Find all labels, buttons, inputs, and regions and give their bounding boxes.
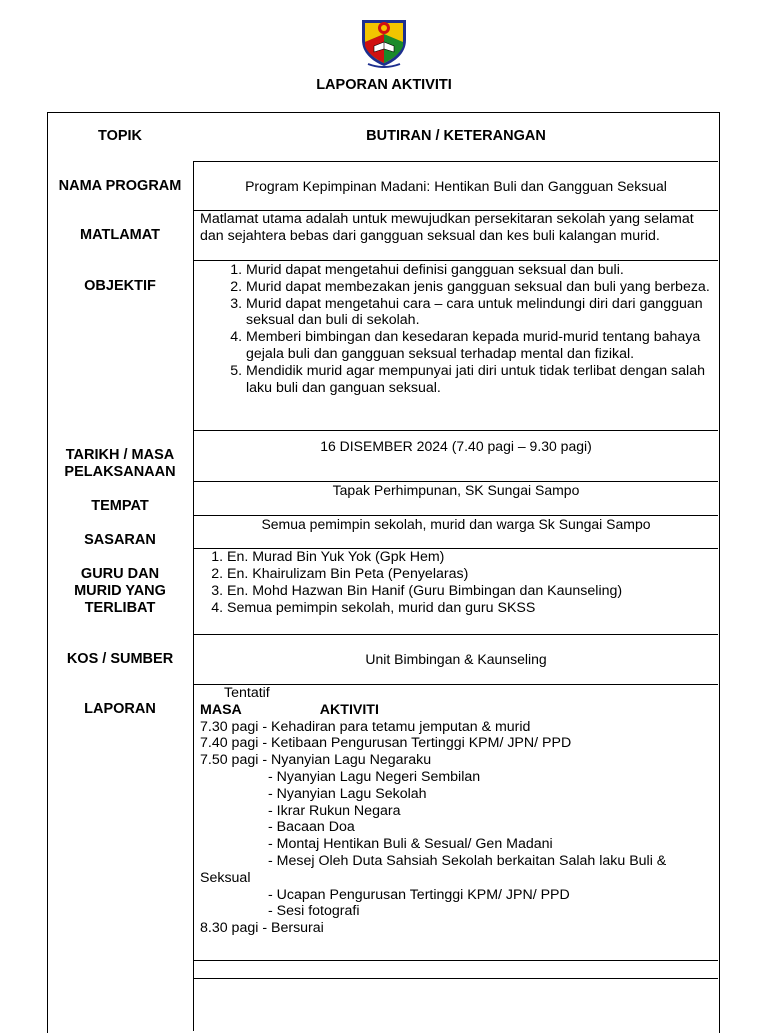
label-objektif: OBJEKTIF xyxy=(84,278,156,294)
label-tarikh xyxy=(47,447,193,481)
label-guru-line2: MURID YANG xyxy=(74,583,166,599)
laporan-tentatif xyxy=(200,685,712,937)
value-matlamat: Matlamat utama adalah untuk mewujudkan persekitaran sekolah yang selamat dan sejahtera bebas dari gangguan seksual dan kes buli kalangan murid. xyxy=(200,211,694,244)
list-item: - Bacaan Doa xyxy=(268,819,355,836)
label-kos: KOS / SUMBER xyxy=(66,651,174,667)
row-divider xyxy=(193,430,718,431)
list-item: 7.40 pagi - Ketibaan Pengurusan Tertinggi KPM/ JPN/ PPD xyxy=(200,735,572,752)
value-kos: Unit Bimbingan & Kaunseling xyxy=(365,651,547,667)
label-guru-line1: GURU DAN xyxy=(80,566,160,582)
label-guru xyxy=(47,566,193,617)
list-item: - Nyanyian Lagu Sekolah xyxy=(268,785,427,802)
list-item: 5. Mendidik murid agar mempunyai jati diri untuk tidak terlibat dengan salah laku buli dan ganguan seksual. xyxy=(246,363,710,397)
list-item: 1. En. Murad Bin Yuk Yok (Gpk Hem) xyxy=(227,549,710,566)
row-divider xyxy=(193,960,718,961)
column-divider xyxy=(193,161,194,1031)
list-item: 1. Murid dapat mengetahui definisi gangguan seksual dan buli. xyxy=(246,262,710,279)
list-item: 2. Murid dapat membezakan jenis gangguan seksual dan buli yang berbeza. xyxy=(246,279,710,296)
tentatif-header xyxy=(200,702,712,719)
row-divider xyxy=(193,260,718,261)
list-item: - Mesej Oleh Duta Sahsiah Sekolah berkaitan Salah laku Buli & xyxy=(268,852,667,869)
value-tarikh: 16 DISEMBER 2024 (7.40 pagi – 9.30 pagi) xyxy=(320,438,592,454)
value-nama-program: Program Kepimpinan Madani: Hentikan Buli dan Gangguan Seksual xyxy=(245,178,667,194)
row-divider xyxy=(193,161,718,162)
list-item: - Ikrar Rukun Negara xyxy=(268,802,401,819)
list-item: 8.30 pagi - Bersurai xyxy=(200,920,324,937)
school-crest-icon xyxy=(356,12,412,68)
row-divider xyxy=(193,978,718,979)
label-tempat: TEMPAT xyxy=(91,498,149,514)
row-divider xyxy=(193,634,718,635)
list-item: 7.50 pagi - Nyanyian Lagu Negaraku xyxy=(200,752,432,769)
list-item: 3. En. Mohd Hazwan Bin Hanif (Guru Bimbingan dan Kaunseling) xyxy=(227,583,710,600)
guru-list xyxy=(200,549,710,617)
header-butiran: BUTIRAN / KETERANGAN xyxy=(366,128,546,144)
list-item: 4. Semua pemimpin sekolah, murid dan guru SKSS xyxy=(227,600,710,617)
value-sasaran: Semua pemimpin sekolah, murid dan warga Sk Sungai Sampo xyxy=(261,516,651,532)
tentatif-label: Tentatif xyxy=(224,685,270,701)
label-matlamat: MATLAMAT xyxy=(80,227,160,243)
list-item: 7.30 pagi - Kehadiran para tetamu jemputan & murid xyxy=(200,718,531,735)
list-item: 3. Murid dapat mengetahui cara – cara untuk melindungi diri dari gangguan seksual dan buli di sekolah. xyxy=(246,296,710,330)
label-tarikh-line1: TARIKH / MASA xyxy=(65,447,175,463)
header-topik: TOPIK xyxy=(97,128,143,144)
objektif-list xyxy=(200,262,710,396)
list-item: Seksual xyxy=(200,869,251,886)
list-item: 2. En. Khairulizam Bin Peta (Penyelaras) xyxy=(227,566,710,583)
label-sasaran: SASARAN xyxy=(84,532,156,548)
list-item: - Sesi fotografi xyxy=(268,903,360,920)
label-nama-program: NAMA PROGRAM xyxy=(58,178,182,194)
value-tempat: Tapak Perhimpunan, SK Sungai Sampo xyxy=(332,482,580,498)
label-tarikh-line2: PELAKSANAAN xyxy=(64,464,176,480)
col-aktiviti: AKTIVITI xyxy=(319,701,379,718)
list-item: - Nyanyian Lagu Negeri Sembilan xyxy=(268,768,481,785)
label-guru-line3: TERLIBAT xyxy=(84,600,156,616)
label-laporan: LAPORAN xyxy=(84,701,156,717)
list-item: - Montaj Hentikan Buli & Sesual/ Gen Madani xyxy=(268,836,553,853)
list-item: - Ucapan Pengurusan Tertinggi KPM/ JPN/ PPD xyxy=(268,886,570,903)
list-item: 4. Memberi bimbingan dan kesedaran kepada murid-murid tentang bahaya gejala buli dan gangguan seksual terhadap mental dan fizikal. xyxy=(246,329,710,363)
col-masa: MASA xyxy=(200,701,242,718)
document-title: LAPORAN AKTIVITI xyxy=(316,77,452,93)
